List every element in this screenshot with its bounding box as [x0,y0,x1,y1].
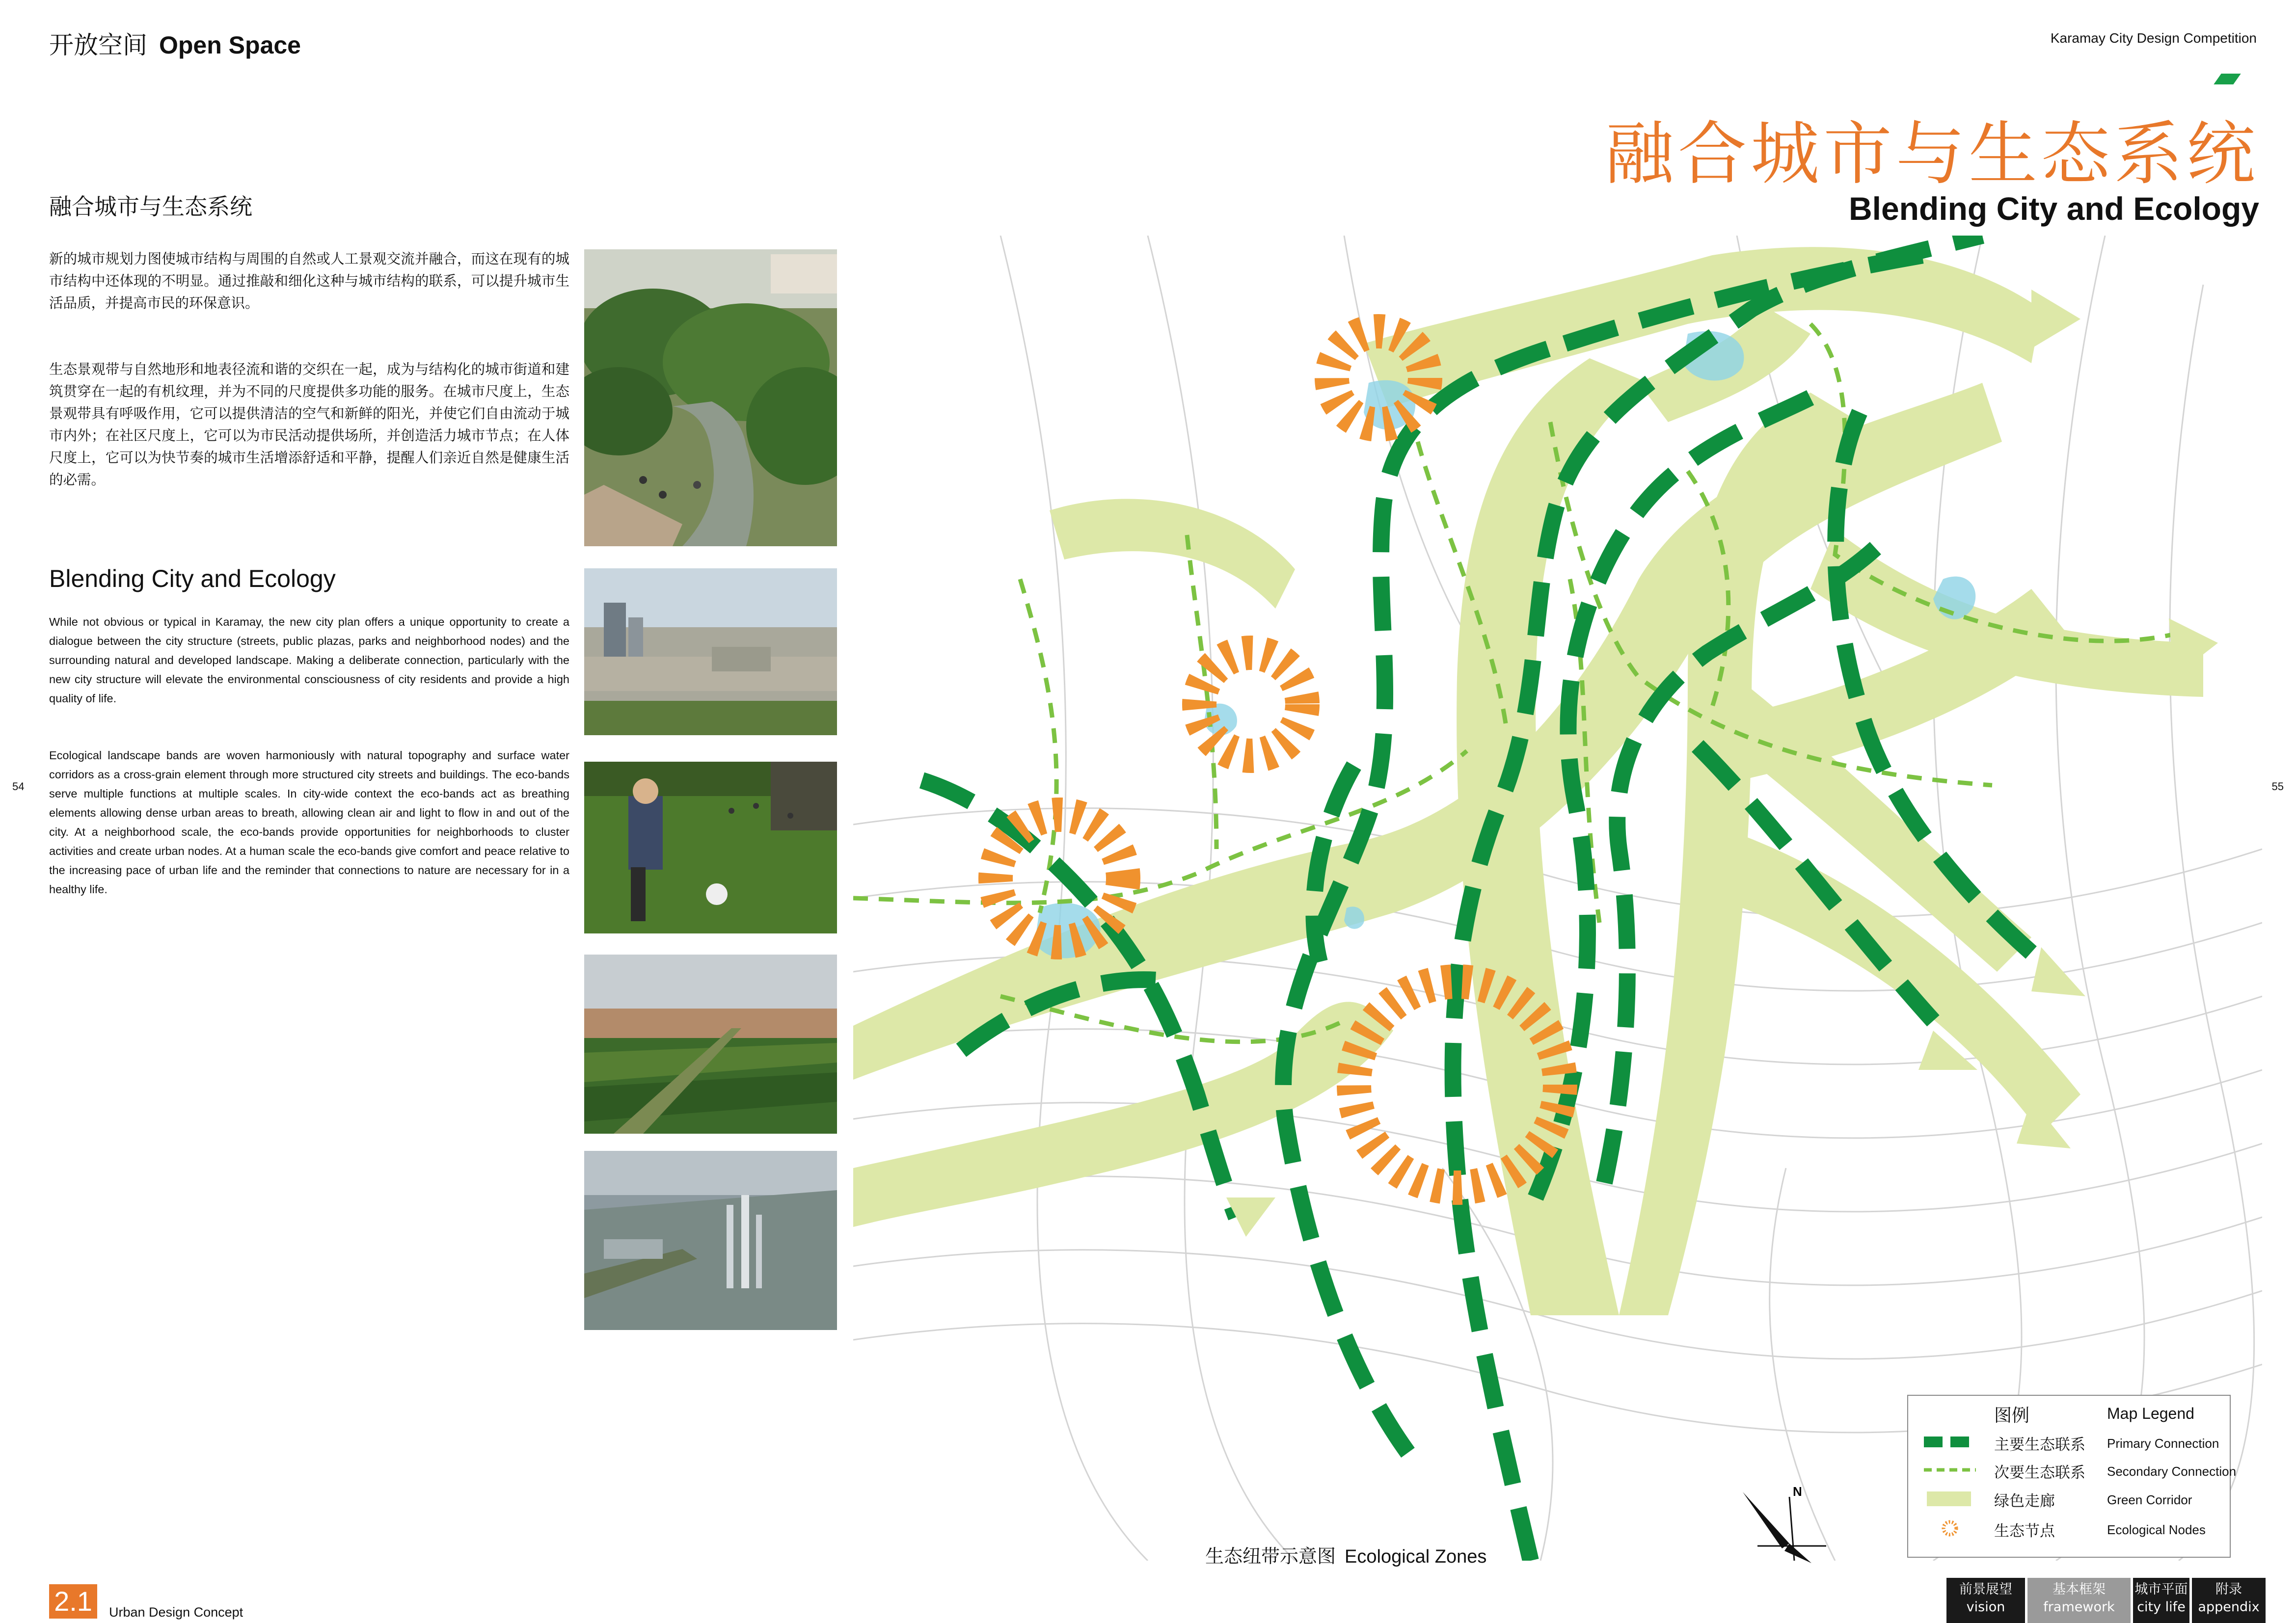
legend-label-en: Ecological Nodes [2107,1522,2206,1537]
legend-item-secondary [1908,1457,2237,1482]
green-corridor-swatch [1923,1490,1977,1507]
north-label: N [1793,1484,1802,1499]
subtitle-en: Blending City and Ecology [49,565,336,592]
legend-label-cn: 主要生态联系 [1994,1436,2085,1454]
legend-label-cn: 绿色走廊 [1994,1492,2055,1510]
legend-label-en: Secondary Connection [2107,1464,2237,1479]
secondary-connection-swatch [1923,1461,1977,1479]
photo-farmland [584,955,837,1134]
page-number-left: 54 [12,780,25,793]
map-caption-cn: 生态纽带示意图 [1205,1545,1336,1567]
chapter-number-badge: 2.1 [49,1584,97,1619]
nav-tab-cn: 前景展望 [1959,1582,2012,1597]
nav-tab-appendix[interactable] [2192,1578,2266,1623]
legend-item-nodes [1908,1516,2230,1540]
nav-tab-en: appendix [2198,1599,2260,1615]
legend-title-cn: 图例 [1994,1406,2030,1426]
nav-tab-city-life[interactable] [2133,1578,2189,1623]
paragraph-en-2: Ecological landscape bands are woven harmoniously with natural topography and surface water corridors as a cross-grain element through more structured city streets and buildings. The eco-bands serve multiple functions at multiple scales. In city-wide context the eco-bands act as breathing elements allowing dense urban areas to breath, allowing clean air and light to flow in and out of the city. At a neighborhood scale, the eco-bands provide opportunities for neighborhoods to cluster activities and create urban nodes. At a human scale the eco-bands give comfort and peace relative to the increasing pace of urban life and the reminder that connections to nature are necessary for in a healthy life. [49,749,569,896]
page-title-en: Blending City and Ecology [1848,190,2259,227]
paragraph-en-1: While not obvious or typical in Karamay, the new city plan offers a unique opportunity to create a dialogue between the city structure (streets, public plazas, parks and neighborhood nodes) and the surrounding natural and developed landscape. Making a deliberate connection, particularly with the new city structure will elevate the environmental consciousness of city residents and provide a high quality of life. [49,615,569,705]
photo-aerial-city [584,1151,837,1330]
nav-tab-cn: 基本框架 [2053,1582,2106,1597]
ecological-node-swatch [1923,1519,1977,1537]
legend-label-en: Primary Connection [2107,1436,2219,1451]
section-title-en: Open Space [159,31,301,59]
primary-connection-swatch [1923,1433,1977,1451]
nav-tab-framework[interactable] [2027,1578,2131,1623]
subtitle-cn: 融合城市与生态系统 [49,193,252,220]
nav-tab-en: city life [2137,1599,2186,1615]
section-title [49,26,301,61]
nav-tab-en: framework [2043,1599,2115,1615]
photo-soccer-field [584,762,837,933]
map-legend [1907,1395,2237,1558]
map-caption-en: Ecological Zones [1345,1546,1487,1567]
section-title-cn: 开放空间 [49,31,147,59]
legend-item-corridor [1908,1486,2230,1510]
nav-tab-cn: 附录 [2215,1582,2242,1597]
legend-title-en: Map Legend [2107,1405,2194,1422]
nav-tab-en: vision [1966,1599,2005,1615]
legend-item-primary [1908,1429,2230,1454]
legend-label-en: Green Corridor [2107,1492,2192,1507]
accent-mark [2214,74,2241,84]
paragraph-cn-1: 新的城市规划力图使城市结构与周围的自然或人工景观交流并融合，而这在现有的城市结构中还体现的不明显。通过推敲和细化这种与城市结构的联系，可以提升城市生活品质，并提高市民的环保意识。 [49,251,569,311]
competition-name: Karamay City Design Competition [2050,30,2257,46]
nav-tab-vision[interactable] [1946,1578,2025,1623]
paragraph-cn-2: 生态景观带与自然地形和地表径流和谐的交织在一起，成为与结构化的城市街道和建筑贯穿在一起的有机纹理，并为不同的尺度提供多功能的服务。在城市尺度上，生态景观带具有呼吸作用，它可以提供清洁的空气和新鲜的阳光，并使它们自由流动于城市内外；在社区尺度上，它可以为市民活动提供场所，并创造活力城市节点；在人体尺度上，它可以为快节奏的城市生活增添舒适和平静，提醒人们亲近自然是健康生活的必需。 [49,361,569,488]
map-caption [1205,1541,1486,1568]
page-title-cn: 融合城市与生态系统 [1605,114,2259,194]
north-arrow [1738,1482,1826,1566]
photo-city-skyline [584,568,837,735]
legend-label-cn: 次要生态联系 [1994,1464,2085,1482]
photo-park-water [584,249,837,546]
page-number-right: 55 [2271,780,2284,793]
nav-tab-cn: 城市平面 [2134,1582,2188,1597]
chapter-label: Urban Design Concept [109,1605,243,1620]
ecological-zones-map [853,236,2262,1561]
legend-label-cn: 生态节点 [1994,1522,2055,1540]
